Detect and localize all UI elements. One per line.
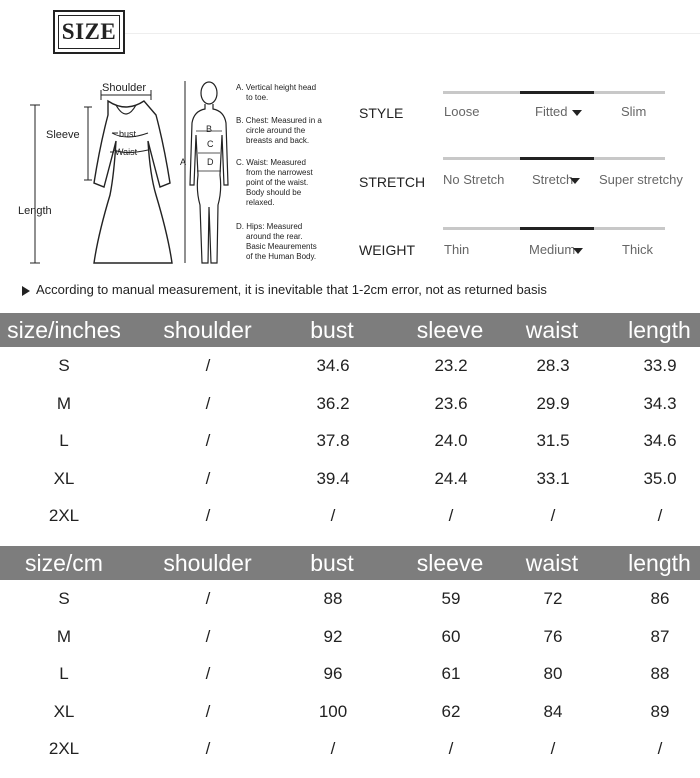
stretch-option-none: No Stretch [443, 172, 505, 187]
stretch-selected-marker-icon [570, 178, 580, 184]
cm-cell-bust: 96 [323, 664, 343, 683]
length-label: Length [18, 205, 52, 217]
stretch-option-super: Super stretchy [599, 172, 683, 187]
shoulder-label: Shoulder [102, 82, 147, 94]
letter-a: A [180, 157, 187, 167]
cm-cell-size: S [58, 589, 70, 608]
inches-header-sleeve: sleeve [416, 317, 484, 343]
cm-header-bust: bust [310, 550, 354, 576]
cm-cell-bust: 88 [323, 589, 343, 608]
cm-cell-sleeve: 61 [441, 664, 461, 683]
letter-b: B [206, 124, 213, 134]
stretch-option-stretch: Stretch [532, 172, 580, 187]
cm-cell-length: 87 [650, 626, 670, 646]
note-d: D. Hips: Measured around the rear. Basic Meaurements of the Human Body. [236, 222, 317, 261]
inches-cell-length: 35.0 [643, 468, 677, 488]
inches-cell-size: S [58, 356, 70, 375]
inches-cell-bust: 36.2 [316, 393, 350, 413]
cm-cell-shoulder: / [205, 701, 211, 721]
cm-cell-waist: 76 [543, 626, 563, 646]
inches-cell-waist: 31.5 [536, 431, 570, 450]
inches-cell-size: M [56, 393, 72, 413]
style-scale-selected [520, 91, 594, 94]
inches-cell-waist: 29.9 [536, 393, 570, 413]
inches-cell-waist: / [550, 506, 556, 525]
inches-cell-size: L [59, 431, 69, 450]
play-arrow-icon [22, 286, 30, 296]
cm-cell-sleeve: 62 [441, 701, 461, 721]
note-c: C. Waist: Measured from the narrowest point of the waist. Body should be relaxed. [236, 158, 313, 207]
inches-cell-size: 2XL [48, 506, 80, 525]
inches-cell-shoulder: / [205, 393, 211, 413]
cm-header-sleeve: sleeve [416, 550, 484, 576]
inches-cell-length: 33.9 [643, 356, 677, 375]
inches-cell-bust: 34.6 [316, 356, 350, 375]
inches-cell-sleeve: / [448, 506, 454, 525]
inches-cell-sleeve: 23.6 [434, 393, 468, 413]
cm-cell-bust: 100 [318, 701, 348, 721]
cm-table-header [0, 546, 700, 580]
cm-header-waist: waist [525, 550, 579, 576]
inches-cell-bust: 39.4 [316, 468, 350, 488]
bust-label: bust [119, 129, 137, 139]
note-a: A. Vertical height head to toe. [236, 83, 317, 102]
weight-selected-marker-icon [573, 248, 583, 254]
cm-cell-sleeve: 60 [441, 626, 461, 646]
inches-cell-sleeve: 23.2 [434, 356, 468, 375]
cm-cell-size: L [59, 664, 69, 683]
cm-header-shoulder: shoulder [163, 550, 252, 576]
cm-cell-waist: 84 [543, 701, 563, 721]
inches-cell-sleeve: 24.4 [434, 468, 468, 488]
cm-cell-sleeve: 59 [441, 589, 461, 608]
inches-table-header [0, 313, 700, 347]
cm-header-size: size/cm [25, 550, 103, 576]
inches-cell-shoulder: / [205, 468, 211, 488]
inches-header-size: size/inches [7, 317, 121, 343]
cm-cell-waist: 72 [543, 589, 563, 608]
weight-scale-selected [520, 227, 594, 230]
inches-header-bust: bust [310, 317, 354, 343]
header-divider [125, 33, 700, 34]
letter-c: C [207, 139, 214, 149]
cm-cell-length: 89 [650, 701, 670, 721]
inches-cell-size: XL [53, 468, 75, 488]
cm-cell-size: 2XL [48, 739, 80, 758]
inches-header-shoulder: shoulder [163, 317, 252, 343]
inches-cell-length: 34.3 [643, 393, 677, 413]
inches-cell-length: 34.6 [643, 431, 677, 450]
weight-title: WEIGHT [359, 242, 415, 258]
cm-cell-shoulder: / [205, 626, 211, 646]
cm-cell-bust: / [330, 739, 336, 758]
style-option-fitted: Fitted [535, 104, 582, 119]
cm-cell-bust: 92 [323, 626, 343, 646]
cm-header-length: length [628, 550, 691, 576]
cm-cell-waist: / [550, 739, 556, 758]
inches-cell-bust: / [330, 506, 336, 525]
inches-header-length: length [628, 317, 691, 343]
waist-label: Waist [115, 147, 138, 157]
size-logo [53, 10, 125, 54]
weight-option-medium: Medium [529, 242, 583, 257]
measurement-note: According to manual measurement, it is inevitable that 1-2cm error, not as returned basis [22, 282, 547, 297]
inches-cell-shoulder: / [205, 356, 211, 375]
stretch-scale-selected [520, 157, 594, 160]
style-option-slim: Slim [621, 104, 647, 119]
inches-cell-length: / [657, 506, 663, 525]
cm-cell-length: 86 [650, 589, 670, 608]
sleeve-label: Sleeve [46, 129, 80, 141]
cm-cell-length: / [657, 739, 663, 758]
letter-d: D [207, 157, 214, 167]
inches-cell-shoulder: / [205, 431, 211, 450]
cm-cell-size: M [56, 626, 72, 646]
cm-cell-length: 88 [650, 664, 670, 683]
cm-cell-sleeve: / [448, 739, 454, 758]
note-b: B. Chest: Measured in a circle around the breasts and back. [236, 116, 322, 145]
style-selected-marker-icon [572, 110, 582, 116]
stretch-title: STRETCH [359, 174, 426, 190]
cm-cell-shoulder: / [205, 739, 211, 758]
size-logo-text: SIZE [58, 15, 120, 49]
style-title: STYLE [359, 105, 404, 121]
inches-cell-sleeve: 24.0 [434, 431, 468, 450]
cm-cell-size: XL [53, 701, 75, 721]
inches-cell-waist: 28.3 [536, 356, 570, 375]
inches-header-waist: waist [525, 317, 579, 343]
cm-cell-shoulder: / [205, 664, 211, 683]
inches-cell-waist: 33.1 [536, 468, 570, 488]
cm-cell-waist: 80 [543, 664, 563, 683]
style-option-loose: Loose [444, 104, 480, 119]
inches-cell-shoulder: / [205, 506, 211, 525]
cm-cell-shoulder: / [205, 589, 211, 608]
inches-cell-bust: 37.8 [316, 431, 350, 450]
weight-option-thin: Thin [444, 242, 470, 257]
weight-option-thick: Thick [622, 242, 654, 257]
